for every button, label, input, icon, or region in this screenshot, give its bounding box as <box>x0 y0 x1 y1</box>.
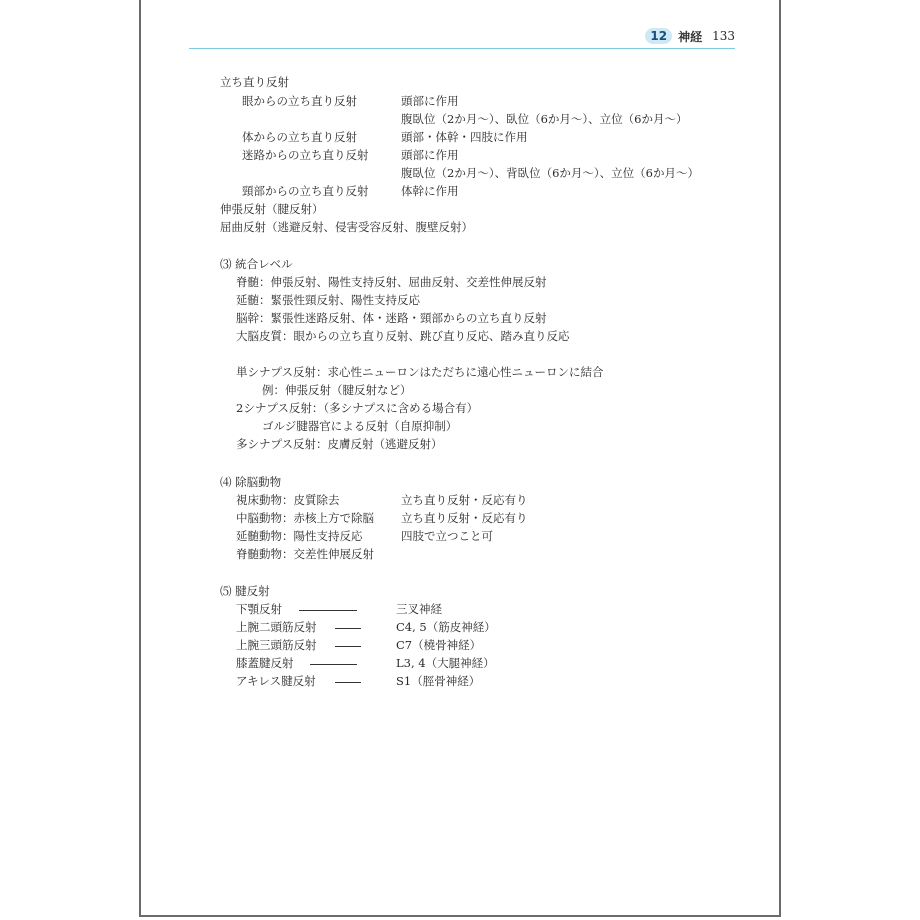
page-number: 133 <box>712 29 735 43</box>
tendon-connector-line <box>310 655 357 671</box>
righting-item-name: 眼からの立ち直り反射 <box>242 94 357 108</box>
integration-level: 大脳皮質：眼からの立ち直り反射、跳び直り反応、踏み直り反応 <box>236 329 570 343</box>
decerebrate-row-left: 脊髄動物：交差性伸展反射 <box>236 547 374 561</box>
mono-synaptic-example: 例：伸張反射（腱反射など） <box>262 383 412 397</box>
integration-level: 脊髄：伸張反射、陽性支持反射、屈曲反射、交差性伸展反射 <box>236 275 547 289</box>
righting-item-positions: 腹臥位（2か月～）、臥位（6か月～）、立位（6か月～） <box>401 112 688 126</box>
tendon-reflex-name: 膝蓋腱反射 <box>236 656 294 670</box>
decerebrate-row-left: 延髄動物：陽性支持反応 <box>236 529 363 543</box>
tendon-reflex-name: 下顎反射 <box>236 602 282 616</box>
stretch-reflex-line: 伸張反射（腱反射） <box>220 202 324 216</box>
tendon-reflex-name: 上腕二頭筋反射 <box>236 620 317 634</box>
tendon-title: ⑸ 腱反射 <box>220 584 270 598</box>
righting-item-effect: 頭部に作用 <box>401 148 459 162</box>
decerebrate-row-right: 四肢で立つこと可 <box>401 529 493 543</box>
righting-item-name: 迷路からの立ち直り反射 <box>242 148 369 162</box>
tendon-nerve: L3, 4（大腿神経） <box>396 656 495 670</box>
decerebrate-row-left: 視床動物：皮質除去 <box>236 493 340 507</box>
decerebrate-row-right: 立ち直り反射・反応有り <box>401 511 528 525</box>
integration-level: 延髄：緊張性頸反射、陽性支持反応 <box>236 293 420 307</box>
tendon-connector-line <box>335 619 361 635</box>
di-synaptic-line: 2シナプス反射：（多シナプスに含める場合有） <box>236 401 479 415</box>
di-synaptic-example: ゴルジ腱器官による反射（自原抑制） <box>262 419 458 433</box>
chapter-title: 神経 <box>678 29 703 44</box>
integration-level: 脳幹：緊張性迷路反射、体・迷路・頸部からの立ち直り反射 <box>236 311 547 325</box>
chapter-number-badge: 12 <box>645 28 672 44</box>
tendon-connector-line <box>299 601 357 617</box>
flexion-reflex-line: 屈曲反射（逃避反射、侵害受容反射、腹壁反射） <box>220 220 473 234</box>
decerebrate-title: ⑷ 除脳動物 <box>220 475 282 489</box>
righting-item-effect: 体幹に作用 <box>401 184 459 198</box>
righting-title: 立ち直り反射 <box>220 75 289 89</box>
integration-title: ⑶ 統合レベル <box>220 257 293 271</box>
righting-item-name: 体からの立ち直り反射 <box>242 130 357 144</box>
righting-item-effect: 頭部に作用 <box>401 94 459 108</box>
tendon-reflex-name: 上腕三頭筋反射 <box>236 638 317 652</box>
decerebrate-row-right: 立ち直り反射・反応有り <box>401 493 528 507</box>
tendon-reflex-name: アキレス腱反射 <box>236 674 316 688</box>
tendon-connector-line <box>335 673 361 689</box>
tendon-nerve: C4, 5（筋皮神経） <box>396 620 496 634</box>
mono-synaptic-line: 単シナプス反射：求心性ニューロンはただちに遠心性ニューロンに結合 <box>236 365 604 379</box>
poly-synaptic-line: 多シナプス反射：皮膚反射（逃避反射） <box>236 437 443 451</box>
righting-item-name: 頸部からの立ち直り反射 <box>242 184 369 198</box>
tendon-connector-line <box>335 637 361 653</box>
tendon-nerve: 三叉神経 <box>396 602 442 616</box>
righting-item-positions: 腹臥位（2か月～）、背臥位（6か月～）、立位（6か月～） <box>401 166 699 180</box>
page-header <box>189 24 735 49</box>
righting-item-effect: 頭部・体幹・四肢に作用 <box>401 130 528 144</box>
decerebrate-row-left: 中脳動物：赤核上方で除脳 <box>236 511 374 525</box>
book-page <box>139 0 781 917</box>
tendon-nerve: S1（脛骨神経） <box>396 674 481 688</box>
tendon-nerve: C7（橈骨神経） <box>396 638 482 652</box>
